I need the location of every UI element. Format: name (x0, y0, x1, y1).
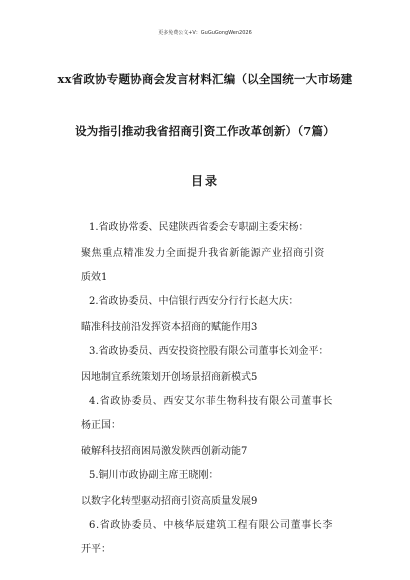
toc-entry-4-title-cont: 杨正国： (81, 420, 121, 431)
toc-entry-4-subtitle: 破解科技招商困局激发陕西创新动能7 (81, 446, 248, 457)
title-line-2: 设为指引推动我省招商引资工作改革创新）（7篇） (75, 124, 335, 138)
toc-entry-2-subtitle: 瞄准科技前沿发挥资本招商的赋能作用3 (81, 322, 258, 333)
toc-entry-1-subtitle: 聚焦重点精准发力全面提升我省新能源产业招商引资 (81, 248, 325, 259)
toc-heading: 目录 (190, 174, 219, 188)
toc-entry-3-title: 3.省政协委员、西安投资控股有限公司董事长刘金平： (89, 346, 329, 357)
header-note: 更多免费公文+V：GuGuGongWen2026 (158, 30, 252, 36)
toc-entry-5-title: 5.铜川市政协副主席王晓刚： (89, 470, 219, 481)
toc-entry-1-subtitle-cont: 质效1 (81, 272, 108, 283)
toc-entry-3-subtitle: 因地制宜系统策划开创场景招商新模式5 (81, 372, 258, 383)
toc-entry-5-subtitle: 以数字化转型驱动招商引资高质量发展9 (81, 496, 258, 507)
toc-entry-1-title: 1.省政协常委、民建陕西省委会专职副主委宋杨： (89, 222, 309, 233)
title-line-1: xx省政协专题协商会发言材料汇编（以全国统一大市场建 (57, 72, 353, 86)
toc-entry-6-title-cont: 开平： (81, 544, 111, 555)
toc-entry-6-title: 6.省政协委员、中核华辰建筑工程有限公司董事长李 (89, 520, 333, 531)
toc-entry-4-title: 4.省政协委员、西安艾尔菲生物科技有限公司董事长 (89, 396, 333, 407)
toc-entry-2-title: 2.省政协委员、中信银行西安分行行长赵大庆： (89, 296, 299, 307)
